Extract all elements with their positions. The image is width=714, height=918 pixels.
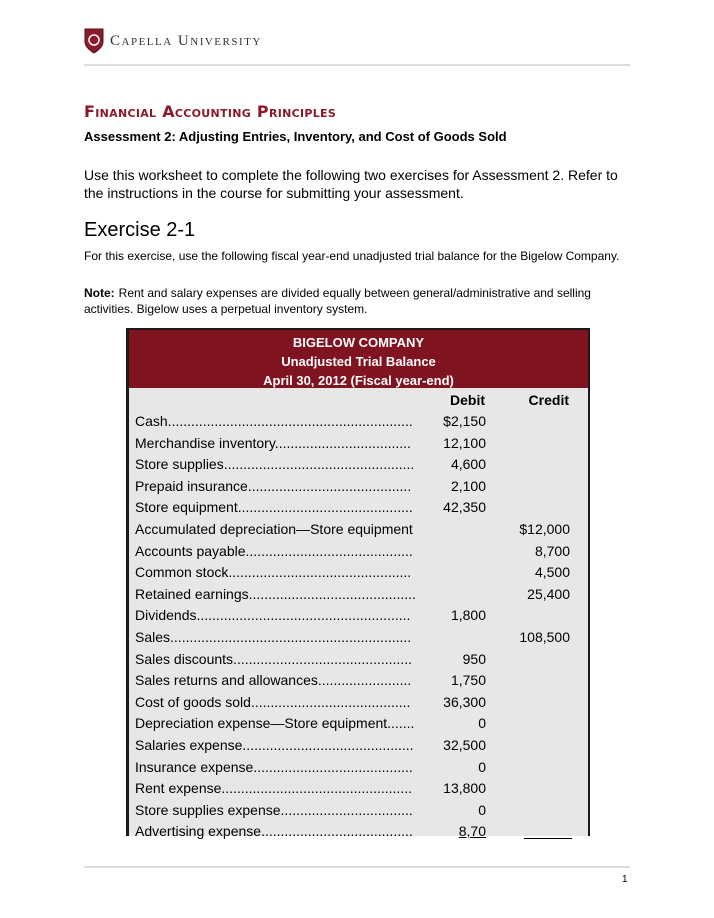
table-row [129, 756, 588, 778]
account-name: Common stock............................................... [135, 564, 412, 581]
table-row [129, 453, 588, 475]
debit-amount: 0 [478, 715, 486, 732]
trial-balance-rows [129, 410, 588, 842]
page-header [84, 28, 630, 62]
table-row [129, 475, 588, 497]
debit-amount: 42,350 [443, 499, 486, 516]
account-name: Store equipment............................................. [135, 499, 413, 516]
account-name: Store supplies expense.................................. [135, 801, 413, 818]
debit-amount: 1,750 [450, 672, 486, 689]
debit-amount: 1,800 [450, 607, 486, 624]
table-row [129, 691, 588, 713]
table-row [129, 410, 588, 432]
account-name: Cash............................................................... [135, 413, 413, 429]
logo-text: Capella University [110, 32, 262, 49]
table-row [129, 648, 588, 670]
table-row [129, 604, 588, 626]
table-row [129, 669, 588, 691]
table-row [129, 799, 588, 821]
debit-amount: 12,100 [443, 434, 486, 451]
account-name: Cost of goods sold......................................... [135, 693, 411, 710]
account-name: Accounts payable........................................... [135, 542, 413, 559]
table-row [129, 496, 588, 518]
debit-amount: 0 [478, 758, 486, 775]
exercise-note [84, 285, 624, 317]
table-row [129, 540, 588, 562]
statement-name: Unadjusted Trial Balance [281, 354, 436, 369]
account-name: Store supplies................................................. [135, 456, 415, 473]
column-headers [129, 388, 588, 410]
trial-balance-table [126, 328, 590, 840]
debit-amount: 950 [462, 650, 486, 667]
header-divider [84, 64, 630, 66]
table-row [129, 626, 588, 648]
table-row [129, 432, 588, 454]
credit-column-header: Credit [528, 392, 569, 408]
debit-amount: 0 [478, 801, 486, 818]
debit-amount: 13,800 [443, 780, 486, 797]
table-row [129, 583, 588, 605]
account-name: Prepaid insurance.......................................... [135, 477, 412, 494]
account-name: Merchandise inventory................................... [135, 434, 411, 451]
account-name: Sales returns and allowances........................ [135, 672, 412, 689]
account-name: Rent expense................................................. [135, 780, 412, 797]
account-name: Sales discounts.............................................. [135, 650, 412, 667]
exercise-heading: Exercise 2-1 [84, 219, 196, 241]
account-name: Dividends....................................................... [135, 607, 411, 624]
account-name: Accumulated depreciation—Store equipment [135, 520, 413, 537]
credit-amount: 4,500 [534, 564, 570, 581]
credit-amount: 25,400 [527, 585, 570, 602]
statement-date: April 30, 2012 (Fiscal year-end) [263, 373, 454, 388]
note-text: Rent and salary expenses are divided equally between general/administrative and selling activities. Bigelow uses a perpetual inventory system. [84, 286, 591, 316]
page-number: 1 [622, 874, 628, 885]
credit-amount: 8,700 [534, 542, 570, 559]
account-name: Sales.............................................................. [135, 628, 412, 645]
account-name: Salaries expense............................................ [135, 736, 414, 753]
account-name: Advertising expense....................................... [135, 823, 413, 840]
exercise-paragraph: For this exercise, use the following fiscal year-end unadjusted trial balance for the Bigelow Company. [84, 249, 620, 263]
note-label: Note: [84, 286, 115, 300]
credit-total-rule [524, 838, 572, 839]
table-row [129, 518, 588, 540]
footer-divider [84, 866, 630, 868]
table-row [129, 777, 588, 799]
debit-column-header: Debit [450, 392, 485, 408]
document-title: Financial Accounting Principles [84, 102, 337, 121]
university-logo [84, 28, 630, 54]
debit-amount: 36,300 [443, 693, 486, 710]
table-row [129, 712, 588, 734]
account-name: Depreciation expense—Store equipment....... [135, 715, 415, 732]
company-name: BIGELOW COMPANY [292, 335, 425, 350]
document-subtitle: Assessment 2: Adjusting Entries, Inventory, and Cost of Goods Sold [84, 129, 507, 144]
credit-amount: $12,000 [519, 520, 570, 537]
debit-amount: 2,100 [450, 477, 486, 494]
debit-amount: $2,150 [443, 413, 486, 429]
account-name: Insurance expense......................................... [135, 758, 413, 775]
shield-icon [84, 28, 104, 54]
debit-amount: 4,600 [450, 456, 486, 473]
intro-paragraph: Use this worksheet to complete the following two exercises for Assessment 2. Refer to the instructions in the course for submitting your assessment. [84, 167, 618, 201]
account-name: Retained earnings........................................... [135, 585, 416, 602]
table-row [129, 734, 588, 756]
credit-amount: 108,500 [519, 628, 570, 645]
table-row [129, 820, 588, 842]
debit-amount: 8,70 [458, 823, 486, 840]
table-row [129, 561, 588, 583]
debit-amount: 32,500 [443, 736, 486, 753]
trial-balance-header [129, 328, 588, 388]
